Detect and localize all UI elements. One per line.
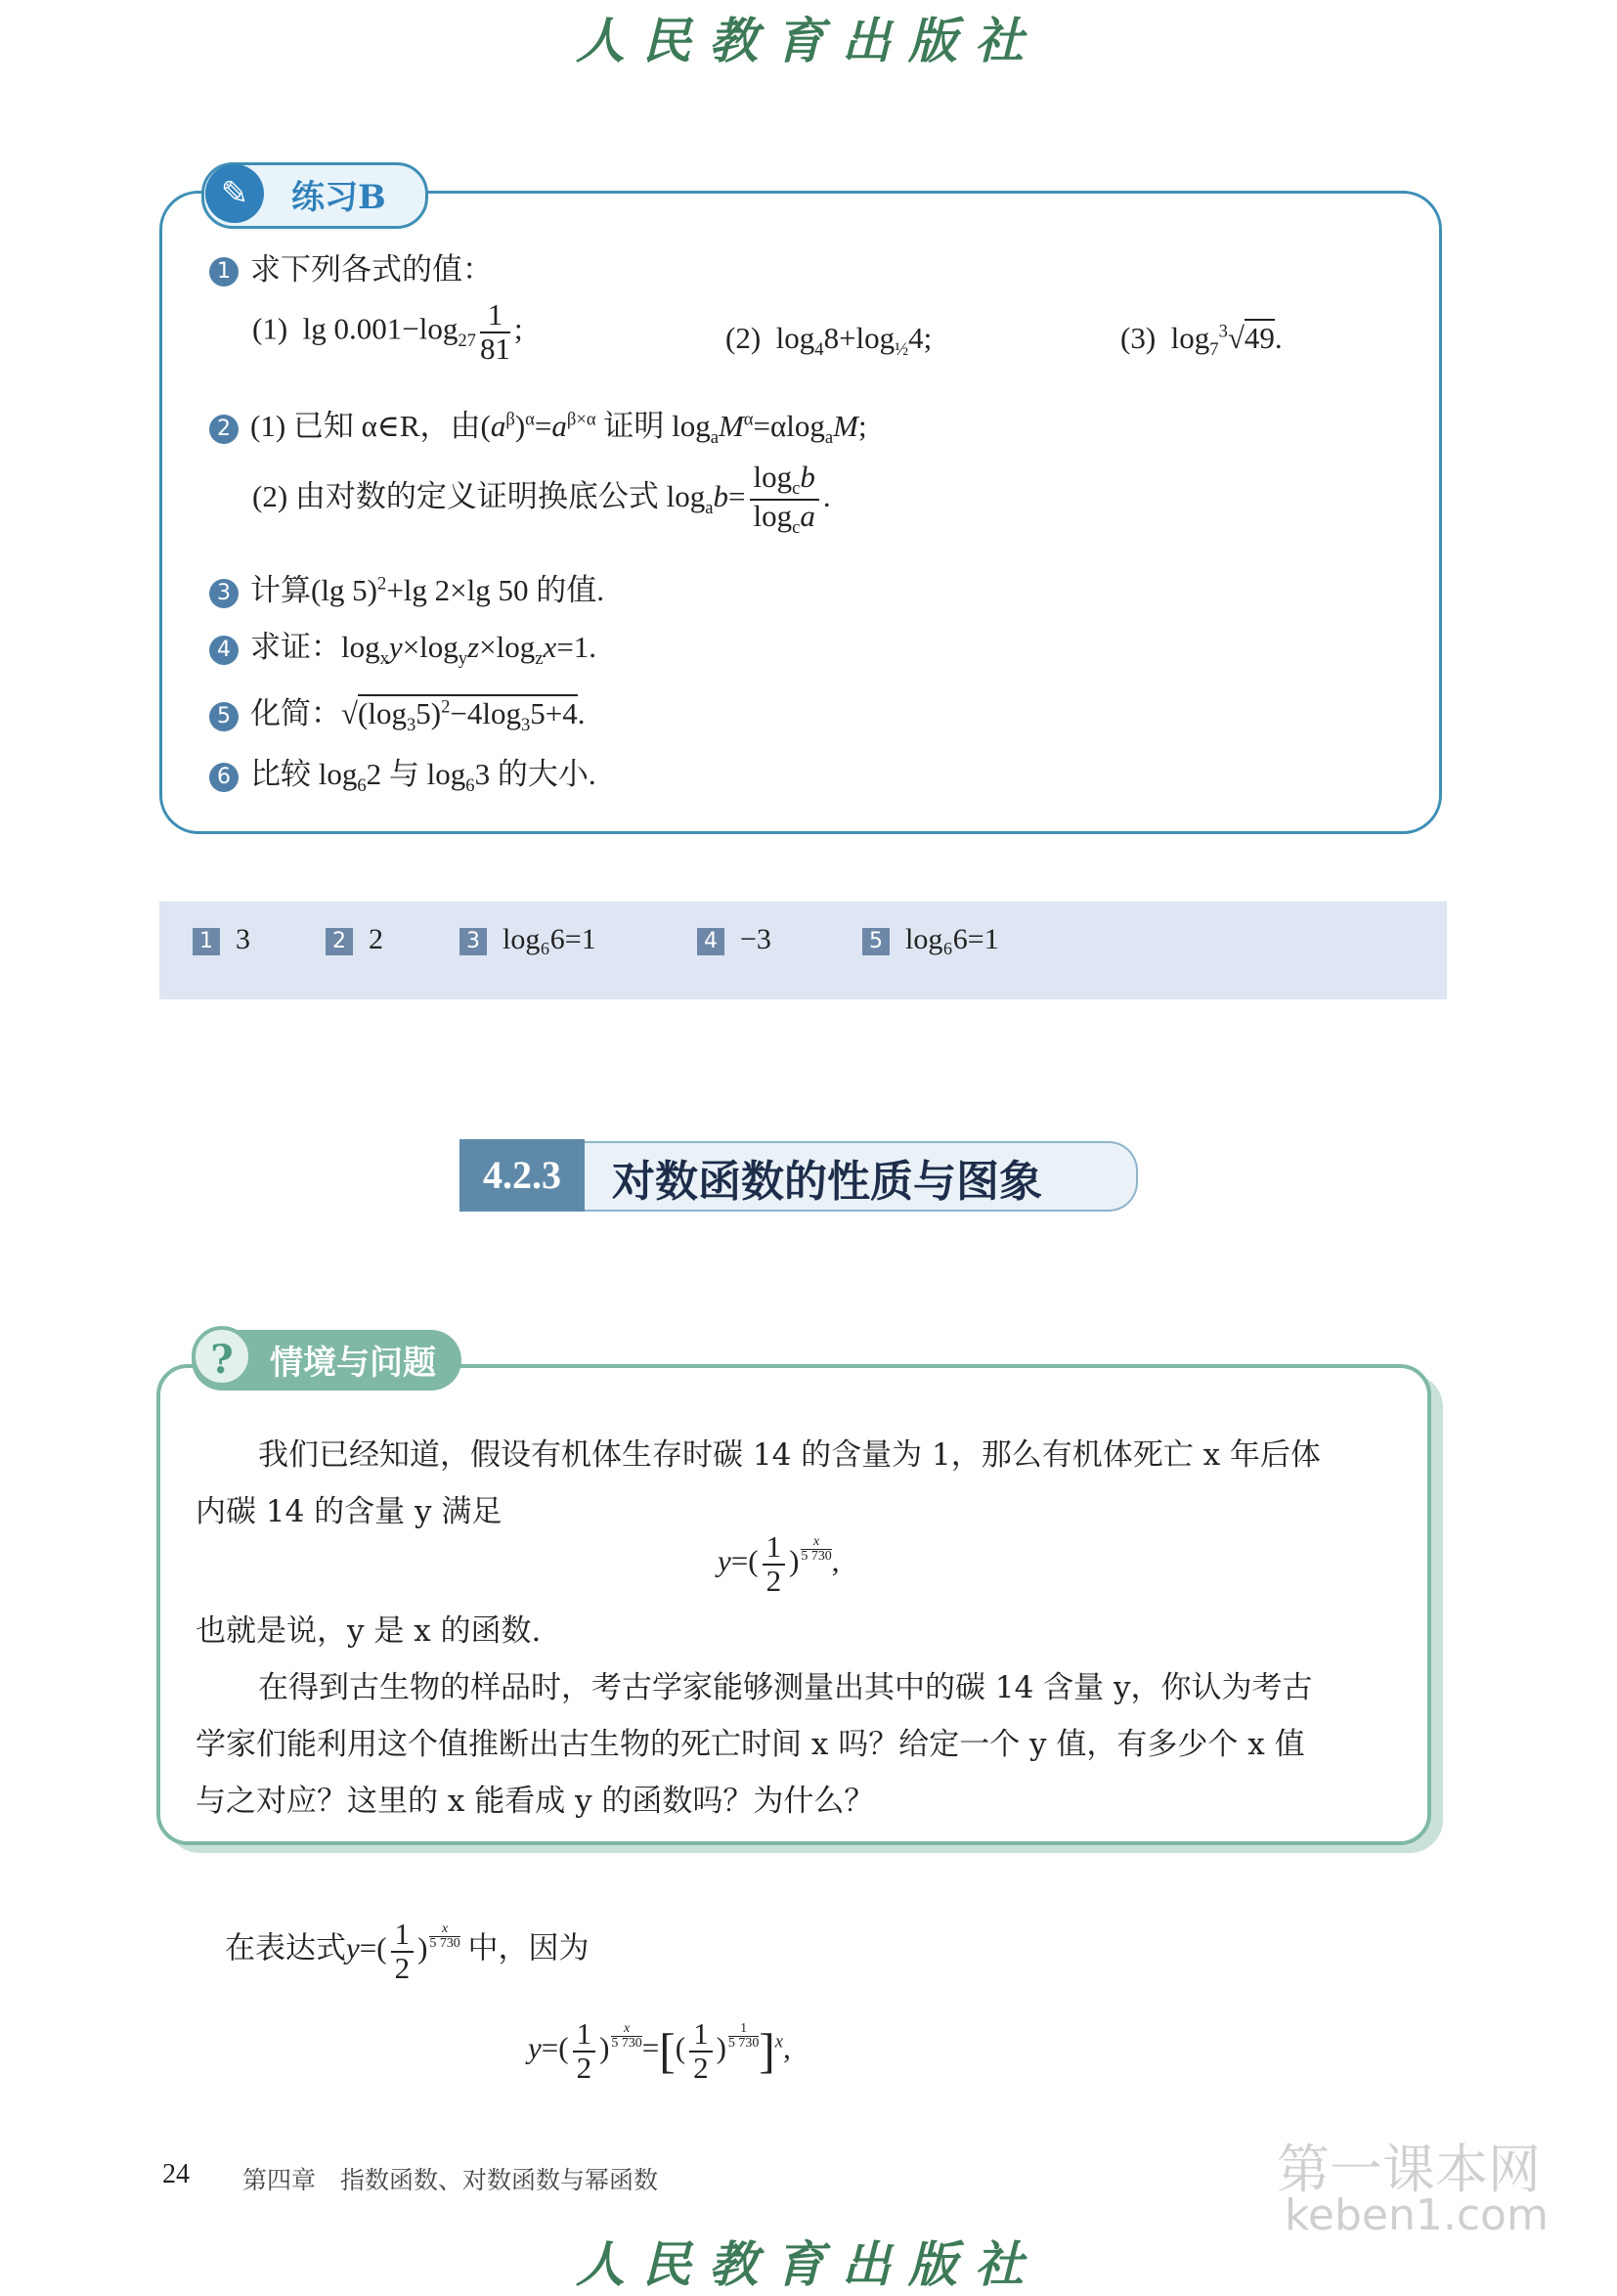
question-1-part-1: (1) $\lg 0.001-\log_{27}$ $\frac{1}{81}$ ;: [252, 297, 523, 366]
chapter-title: 第四章 指数函数、对数函数与幂函数: [242, 2166, 659, 2194]
body-text: 中，因为: [467, 1930, 590, 1965]
question-3: 3 计算(lg 5)$^2$+lg 2×lg 50 的值.: [209, 565, 604, 609]
answer-5: [862, 923, 999, 956]
watermark-title: 第一课本网: [1277, 2139, 1541, 2200]
body-intro: 在表达式y=( $\frac{1}{2}$ ) $\frac{x}{5 730}$ 中，因为: [225, 1917, 590, 1985]
answer-value: log₆6=1: [503, 923, 596, 955]
question-mark-icon: ?: [192, 1326, 252, 1387]
question-1-part-2: (2) $\log_48+\log_{\frac{1}{2}}4$;: [725, 321, 933, 361]
question-number: 2: [209, 415, 239, 444]
page-number: 24: [162, 2159, 190, 2189]
answer-1: [193, 923, 250, 956]
question-1: [209, 244, 493, 288]
part-label: (1): [252, 311, 288, 346]
body-formula: y=( $\frac{1}{2}$ ) $\frac{x}{5 730}$ =[( $\frac{1}{2}$ ) $\frac{1}{5 730}$ ]$^x$,: [528, 2016, 791, 2085]
question-text: 的值.: [536, 573, 605, 607]
section-title: 对数函数的性质与图象: [612, 1157, 1042, 1207]
situation-para-2: 也就是说，y 是 x 的函数.: [196, 1613, 542, 1649]
question-text: 证明: [603, 409, 665, 443]
answer-number: 4: [697, 928, 724, 955]
question-2-line-2: (2) 由对数的定义证明换底公式 $\log_ab=$ $\frac{\log_cb}{\log_ca}$ .: [252, 460, 831, 538]
question-number: 5: [209, 702, 239, 731]
pencil-icon: ✎: [205, 164, 264, 223]
question-number: 6: [209, 763, 239, 792]
situation-para-3-line-1: 在得到古生物的样品时，考古学家能够测量出其中的碳 14 含量 y，你认为考古: [258, 1670, 1313, 1705]
question-text: 比较: [250, 757, 311, 791]
question-2-line-1: 2 (1) 已知 α∈R，由$(a^\beta)^\alpha=a^{\beta\times\alpha}$ 证明 $\log_aM^\alpha=\alpha\log_aM$;: [209, 401, 867, 449]
question-5: 5 化简：$√(\log_35)^2-4\log_35+4$.: [209, 688, 586, 736]
situation-para-1-line-2: 内碳 14 的含量 y 满足: [196, 1494, 503, 1529]
situation-formula: y=( $\frac{1}{2}$ ) $\frac{x}{5 730}$ ,: [718, 1529, 840, 1598]
part-label: (2): [725, 321, 762, 355]
question-text: 计算: [250, 573, 311, 607]
question-text: 化简：: [250, 696, 341, 730]
publisher-logo: 人民教育出版社: [576, 12, 1041, 69]
question-number: 4: [209, 636, 239, 665]
answer-number: 3: [459, 928, 487, 955]
answer-value: 2: [369, 923, 383, 955]
answer-3: [459, 923, 596, 956]
question-text: (1) 已知 α∈R，由: [250, 409, 481, 443]
body-text: 在表达式: [225, 1930, 346, 1965]
answer-value: 3: [236, 923, 250, 955]
answer-2: [326, 923, 383, 956]
situation-para-1-line-1: 我们已经知道，假设有机体生存时碳 14 的含量为 1，那么有机体死亡 x 年后体: [258, 1437, 1321, 1473]
answer-value: −3: [740, 923, 771, 955]
question-number: 1: [209, 257, 239, 287]
answer-number: 5: [862, 928, 890, 955]
situation-para-3-line-3: 与之对应？这里的 x 能看成 y 的函数吗？为什么？: [196, 1784, 875, 1819]
question-6: 6 比较 $\log_62$ 与 $\log_63$ 的大小.: [209, 749, 596, 797]
watermark-url: keben1.com: [1285, 2190, 1549, 2240]
practice-title: 练习B: [291, 178, 386, 217]
answer-4: [697, 923, 771, 956]
situation-para-3-line-2: 学家们能利用这个值推断出古生物的死亡时间 x 吗？给定一个 y 值，有多少个 x 值: [196, 1727, 1305, 1762]
part-label: (3): [1120, 321, 1157, 355]
question-number: 3: [209, 579, 239, 608]
answer-number: 2: [326, 928, 353, 955]
question-text: (2) 由对数的定义证明换底公式: [252, 478, 659, 513]
answer-value: log₆6=1: [905, 923, 999, 955]
question-text: 与: [388, 757, 419, 791]
answer-number: 1: [193, 928, 220, 955]
question-text: 求下列各式的值：: [250, 252, 493, 287]
fraction: $\frac{1}{81}$: [479, 297, 510, 366]
question-text: 的大小.: [497, 757, 596, 791]
section-number: 4.2.3: [459, 1139, 585, 1212]
fraction: $\frac{\log_cb}{\log_ca}$: [750, 462, 819, 537]
publisher-logo-footer: 人民教育出版社: [576, 2235, 1041, 2293]
question-1-part-3: (3) $\log_7^3√49$.: [1120, 321, 1283, 361]
question-4: 4 求证：$\log_xy\times\log_yz\times\log_zx=1$.: [209, 622, 596, 670]
situation-title: 情境与问题: [270, 1344, 436, 1383]
question-text: 求证：: [250, 630, 341, 664]
